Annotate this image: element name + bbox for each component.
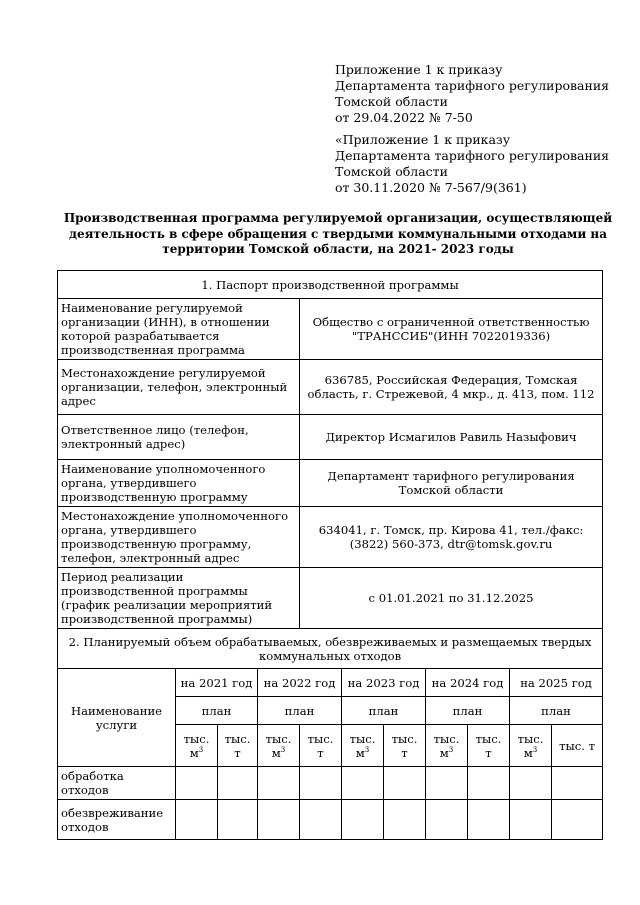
unit-mass: тыс. т	[384, 725, 426, 767]
value-cell	[218, 767, 258, 800]
unit-mass: тыс. т	[218, 725, 258, 767]
value-cell	[510, 767, 552, 800]
value-cell	[426, 767, 468, 800]
year-header: на 2024 год	[426, 669, 510, 697]
years-row	[58, 669, 603, 697]
plan-header: план	[426, 697, 510, 725]
appendix-previous-line: «Приложение 1 к приказу	[335, 132, 511, 147]
value-cell	[426, 800, 468, 840]
passport-label: Ответственное лицо (телефон, электронный адрес)	[58, 415, 300, 460]
title-line: территории Томской области, на 2021- 2023 годы	[162, 242, 514, 256]
section2-heading: 2. Планируемый объем обрабатываемых, обезвреживаемых и размещаемых твердых коммунальных отходов	[58, 629, 603, 669]
year-header: на 2022 год	[258, 669, 342, 697]
appendix-previous	[335, 132, 625, 196]
passport-value: Департамент тарифного регулирования Томской области	[300, 460, 603, 507]
year-header: на 2021 год	[176, 669, 258, 697]
value-cell	[552, 800, 603, 840]
value-cell	[218, 800, 258, 840]
passport-value: 636785, Российская Федерация, Томская область, г. Стрежевой, 4 мкр., д. 413, пом. 112	[300, 360, 603, 415]
table-row	[58, 767, 603, 800]
title-line: Производственная программа регулируемой организации, осуществляющей	[63, 211, 613, 225]
table-row	[58, 568, 603, 629]
plan-header: план	[258, 697, 342, 725]
table-row	[58, 415, 603, 460]
passport-value: 634041, г. Томск, пр. Кирова 41, тел./факс: (3822) 560-373, dtr@tomsk.gov.ru	[300, 507, 603, 568]
section2-heading-row	[58, 629, 603, 669]
value-cell	[342, 767, 384, 800]
value-cell	[510, 800, 552, 840]
passport-label: Наименование регулируемой организации (ИНН), в отношении которой разрабатывается производственная программа	[58, 299, 300, 360]
appendix-current-line: Приложение 1 к приказу	[335, 62, 503, 77]
value-cell	[300, 767, 342, 800]
value-cell	[342, 800, 384, 840]
unit-volume: тыс. $м^3$	[176, 725, 218, 767]
production-program-table	[57, 270, 603, 840]
table-row	[58, 360, 603, 415]
value-cell	[468, 800, 510, 840]
unit-volume: тыс. $м^3$	[426, 725, 468, 767]
title-line: деятельность в сфере обращения с твердыми коммунальными отходами на	[69, 226, 607, 241]
passport-label: Местонахождение уполномоченного органа, утвердившего производственную программу, телефон, электронный адрес	[58, 507, 300, 568]
passport-value: Общество с ограниченной ответственностью "ТРАНССИБ"(ИНН 7022019336)	[300, 299, 603, 360]
value-cell	[552, 767, 603, 800]
document-title	[58, 211, 618, 258]
table-row	[58, 507, 603, 568]
appendix-previous-line: Томской области	[335, 164, 448, 179]
passport-label: Наименование уполномоченного органа, утвердившего производственную программу	[58, 460, 300, 507]
plan-header: план	[510, 697, 603, 725]
appendix-previous-line: Департамента тарифного регулирования	[335, 148, 610, 163]
passport-value: с 01.01.2021 по 31.12.2025	[300, 568, 603, 629]
value-cell	[176, 767, 218, 800]
plan-header: план	[342, 697, 426, 725]
section1-heading: 1. Паспорт производственной программы	[58, 271, 603, 299]
table-row	[58, 299, 603, 360]
plan-header: план	[176, 697, 258, 725]
passport-label: Местонахождение регулируемой организации, телефон, электронный адрес	[58, 360, 300, 415]
service-name: обезвреживание отходов	[58, 800, 176, 840]
value-cell	[384, 767, 426, 800]
passport-label: Период реализации производственной программы (график реализации мероприятий производственной программы)	[58, 568, 300, 629]
unit-mass: тыс. т	[468, 725, 510, 767]
year-header: на 2023 год	[342, 669, 426, 697]
value-cell	[258, 800, 300, 840]
unit-volume: тыс. $м^3$	[342, 725, 384, 767]
unit-volume: тыс. $м^3$	[258, 725, 300, 767]
value-cell	[384, 800, 426, 840]
passport-value: Директор Исмагилов Равиль Назыфович	[300, 415, 603, 460]
service-header: Наименование услуги	[58, 669, 176, 767]
year-header: на 2025 год	[510, 669, 603, 697]
appendix-current-line: Департамента тарифного регулирования	[335, 78, 610, 93]
value-cell	[468, 767, 510, 800]
unit-mass: тыс. т	[552, 725, 603, 767]
value-cell	[300, 800, 342, 840]
service-name: обработка отходов	[58, 767, 176, 800]
unit-volume: тыс. $м^3$	[510, 725, 552, 767]
appendix-current-line: Томской области	[335, 94, 448, 109]
section1-heading-row	[58, 271, 603, 299]
appendix-previous-line: от 30.11.2020 № 7-567/9(361)	[335, 180, 527, 195]
unit-mass: тыс. т	[300, 725, 342, 767]
table-row	[58, 800, 603, 840]
appendix-current	[335, 62, 625, 126]
value-cell	[258, 767, 300, 800]
value-cell	[176, 800, 218, 840]
table-row	[58, 460, 603, 507]
appendix-current-line: от 29.04.2022 № 7-50	[335, 110, 473, 125]
